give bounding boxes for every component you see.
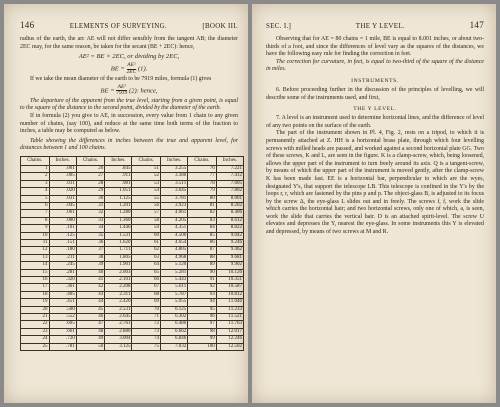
table-cell: 9.462 — [216, 247, 243, 254]
table-cell: .031 — [49, 195, 76, 202]
equation-tail: (2): hence, — [128, 87, 158, 95]
table-cell: 18 — [21, 291, 50, 298]
table-cell: 92 — [188, 284, 217, 291]
denominator: 7919 — [116, 90, 128, 97]
table-cell: .125 — [49, 232, 76, 239]
table-cell: 45 — [76, 306, 105, 313]
table-cell: 70 — [132, 306, 161, 313]
table-cell: 2.420 — [105, 299, 132, 306]
book-spread — [4, 4, 496, 403]
table-cell: 12.017 — [216, 328, 243, 335]
paragraph: If in formula (2) you give to AE, in succession, every value from 1 chain to any given number of chains, (say 100), and reduce at the same time both terms of the fraction to inches, a table may be computed as below. — [20, 112, 238, 135]
rule-paragraph: The departure of the apparent from the true level, starting from a given point, is equal to the square of the distance to the second point, divided by the diameter of the earth. — [20, 97, 238, 112]
section-heading: THE Y LEVEL. — [353, 106, 397, 113]
table-cell: 3.380 — [160, 173, 187, 180]
table-header-cell: Chains. — [76, 156, 105, 165]
table-cell: 10.351 — [216, 277, 243, 284]
table-cell: 85 — [188, 232, 217, 239]
table-cell: .005 — [49, 173, 76, 180]
equation: AE² = BE × 2EC, or dividing by 2EC, — [78, 53, 180, 61]
table-cell: 4.061 — [160, 210, 187, 217]
table-cell: 5.611 — [160, 284, 187, 291]
table-row — [21, 180, 244, 187]
table-cell: 6.846 — [160, 336, 187, 343]
table-header-cell: Inches. — [160, 156, 187, 165]
page-number: 147 — [469, 20, 484, 30]
table-cell: 15 — [21, 269, 50, 276]
right-page — [252, 4, 496, 403]
table-cell: .845 — [105, 165, 132, 172]
table-cell: 94 — [188, 299, 217, 306]
table-cell: 36 — [76, 240, 105, 247]
book-reference: [BOOK III. — [202, 22, 238, 30]
table-cell: 1.531 — [105, 232, 132, 239]
table-cell: 11.763 — [216, 321, 243, 328]
table-cell: 76 — [188, 165, 217, 172]
table-cell: .020 — [49, 188, 76, 195]
table-cell: 13 — [21, 254, 50, 261]
table-cell: 21 — [21, 314, 50, 321]
table-cell: 75 — [132, 343, 161, 350]
table-row — [21, 232, 244, 239]
table-cell: 3.923 — [160, 202, 187, 209]
table-cell: 2 — [21, 173, 50, 180]
table-row — [21, 269, 244, 276]
table-cell: 17 — [21, 284, 50, 291]
table-cell: 55 — [132, 195, 161, 202]
table-cell: 6 — [21, 202, 50, 209]
table-cell: 68 — [132, 291, 161, 298]
paragraph: Observing that for AE = 80 chains = 1 mile, BE is equal to 8.001 inches, or about two-thirds of a foot, and since the differences of level vary as the squares of the distances, we have the following easy rule for finding the correction in feet. — [266, 36, 484, 58]
table-cell: 69 — [132, 299, 161, 306]
table-cell: 44 — [76, 299, 105, 306]
table-cell: 22 — [21, 321, 50, 328]
table-cell: 46 — [76, 314, 105, 321]
table-cell: 7.605 — [216, 180, 243, 187]
table-cell: 65 — [132, 269, 161, 276]
table-cell: 47 — [76, 321, 105, 328]
left-page-header — [20, 20, 238, 30]
table-cell: 93 — [188, 291, 217, 298]
table-cell: 38 — [76, 254, 105, 261]
table-cell: 12.502 — [216, 343, 243, 350]
table-cell: .101 — [49, 225, 76, 232]
table-cell: .080 — [49, 217, 76, 224]
table-cell: .911 — [105, 173, 132, 180]
table-cell: .151 — [49, 240, 76, 247]
fraction — [116, 85, 127, 97]
table-row — [21, 291, 244, 298]
table-row — [21, 188, 244, 195]
table-caption: Table showing the differences in inches between the true and apparent level, for distances between 1 and 100 chains. — [20, 137, 238, 152]
table-cell: 9.042 — [216, 232, 243, 239]
running-title: ELEMENTS OF SURVEYING. — [69, 22, 167, 30]
table-cell: .245 — [49, 262, 76, 269]
table-cell: 57 — [132, 210, 161, 217]
table-cell: 98 — [188, 328, 217, 335]
table-cell: 1.901 — [105, 262, 132, 269]
table-cell: 5.955 — [160, 299, 187, 306]
table-cell: 81 — [188, 202, 217, 209]
table-cell: 59 — [132, 225, 161, 232]
table-cell: 2.101 — [105, 277, 132, 284]
numerator: AE² — [117, 83, 126, 90]
table-cell: 3.511 — [160, 180, 187, 187]
table-row — [21, 217, 244, 224]
table-cell: 5.787 — [160, 291, 187, 298]
table-row — [21, 284, 244, 291]
table-cell: 1.051 — [105, 188, 132, 195]
table-cell: 2.880 — [105, 328, 132, 335]
table-cell: .001 — [49, 165, 76, 172]
table-cell: 63 — [132, 254, 161, 261]
table-cell: 7.221 — [216, 165, 243, 172]
table-cell: 99 — [188, 336, 217, 343]
table-cell: 1.446 — [105, 225, 132, 232]
table-cell: 50 — [76, 343, 105, 350]
table-cell: 11 — [21, 240, 50, 247]
table-header-row — [21, 156, 244, 165]
table-cell: 48 — [76, 328, 105, 335]
equation-lhs: BE = — [110, 65, 125, 73]
table-cell: 8.406 — [216, 210, 243, 217]
table-cell: 9.902 — [216, 262, 243, 269]
fraction — [127, 63, 137, 75]
table-cell: 51 — [132, 165, 161, 172]
table-cell: 6.662 — [160, 328, 187, 335]
denominator: 2EC — [126, 68, 137, 75]
table-cell: 11.233 — [216, 306, 243, 313]
table-cell: 40 — [76, 269, 105, 276]
table-cell: 60 — [132, 232, 161, 239]
table-cell: 5.281 — [160, 269, 187, 276]
table-cell: 7.032 — [160, 343, 187, 350]
table-cell: 5.443 — [160, 277, 187, 284]
right-page-header — [266, 20, 484, 30]
table-cell: 5 — [21, 195, 50, 202]
table-cell: 1.125 — [105, 195, 132, 202]
table-cell: 84 — [188, 225, 217, 232]
table-cell: 3.004 — [105, 336, 132, 343]
table-cell: 67 — [132, 284, 161, 291]
table-row — [21, 165, 244, 172]
table-cell: 100 — [188, 343, 217, 350]
table-cell: 66 — [132, 277, 161, 284]
table-header-cell: Inches. — [216, 156, 243, 165]
table-cell: 2.531 — [105, 306, 132, 313]
table-header-cell: Inches. — [49, 156, 76, 165]
table-cell: 83 — [188, 217, 217, 224]
table-cell: 25 — [21, 343, 50, 350]
paragraph: radius of the earth, the arc AE will not differ sensibly from the tangent AB; the diameter 2EC may, for the same reason, be taken for the secant (BE + 2EC): hence, — [20, 36, 238, 50]
table-cell: 20 — [21, 306, 50, 313]
table-cell: 16 — [21, 277, 50, 284]
equation-formula-2 — [20, 85, 238, 97]
table-cell: 86 — [188, 240, 217, 247]
table-cell: 10 — [21, 232, 50, 239]
table-row — [21, 202, 244, 209]
table-cell: 30 — [76, 195, 105, 202]
table-cell: 73 — [132, 328, 161, 335]
table-cell: 12 — [21, 247, 50, 254]
table-cell: 58 — [132, 217, 161, 224]
table-cell: 2.645 — [105, 314, 132, 321]
table-cell: 8.612 — [216, 217, 243, 224]
table-cell: 1.620 — [105, 240, 132, 247]
rule-paragraph: The correction for curvature, in feet, is equal to two-third of the square of the distance in miles. — [266, 58, 484, 73]
table-cell: 64 — [132, 262, 161, 269]
table-cell: 9.681 — [216, 254, 243, 261]
table-cell: 29 — [76, 188, 105, 195]
table-cell: 14 — [21, 262, 50, 269]
table-header-cell: Chains. — [188, 156, 217, 165]
paragraph: 6. Before proceeding further in the discussion of the principles of levelling, we will describe some of the instruments used, and first, — [266, 86, 484, 101]
table-cell: .781 — [49, 343, 76, 350]
table-cell: 9.246 — [216, 240, 243, 247]
table-cell: 7.802 — [216, 188, 243, 195]
table-cell: 3.781 — [160, 195, 187, 202]
table-cell: 11.521 — [216, 314, 243, 321]
table-cell: .320 — [49, 277, 76, 284]
table-cell: 6.125 — [160, 306, 187, 313]
table-cell: .981 — [105, 180, 132, 187]
table-row — [21, 314, 244, 321]
table-cell: 3.255 — [160, 165, 187, 172]
table-cell: .661 — [49, 328, 76, 335]
table-cell: 7 — [21, 210, 50, 217]
table-row — [21, 343, 244, 350]
paragraph: 7. A level is an instrument used to determine horizontal lines, and the difference of level of any two points on the surface of the earth. — [266, 115, 484, 129]
table-cell: 1.805 — [105, 254, 132, 261]
table-cell: 28 — [76, 180, 105, 187]
table-cell: 8.822 — [216, 225, 243, 232]
table-cell: 33 — [76, 217, 105, 224]
table-cell: .605 — [49, 321, 76, 328]
running-title: THE Y LEVEL. — [355, 22, 405, 30]
table-cell: 39 — [76, 262, 105, 269]
table-cell: .045 — [49, 202, 76, 209]
table-cell: .211 — [49, 254, 76, 261]
table-row — [21, 247, 244, 254]
table-row — [21, 336, 244, 343]
table-cell: 35 — [76, 232, 105, 239]
table-header-cell: Chains. — [132, 156, 161, 165]
table-cell: 8.001 — [216, 195, 243, 202]
table-cell: 4.654 — [160, 240, 187, 247]
table-cell: .451 — [49, 299, 76, 306]
table-cell: 90 — [188, 269, 217, 276]
table-header-cell: Chains. — [21, 156, 50, 165]
table-cell: 6.302 — [160, 314, 187, 321]
table-cell: 9 — [21, 225, 50, 232]
table-cell: 24 — [21, 336, 50, 343]
table-cell: 34 — [76, 225, 105, 232]
table-cell: .281 — [49, 269, 76, 276]
table-cell: 78 — [188, 180, 217, 187]
table-cell: 52 — [132, 173, 161, 180]
table-cell: 88 — [188, 254, 217, 261]
table-row — [21, 240, 244, 247]
table-cell: .061 — [49, 210, 76, 217]
table-cell: .361 — [49, 284, 76, 291]
table-cell: 8 — [21, 217, 50, 224]
table-cell: 8.202 — [216, 202, 243, 209]
table-cell: 37 — [76, 247, 105, 254]
equation-tag: (1). — [137, 65, 148, 73]
table-cell: 49 — [76, 336, 105, 343]
section-reference: SEC. I.] — [266, 22, 292, 30]
table-cell: .500 — [49, 306, 76, 313]
table-cell: 41 — [76, 277, 105, 284]
table-cell: 26 — [76, 165, 105, 172]
table-cell: 4.968 — [160, 254, 187, 261]
table-cell: .720 — [49, 336, 76, 343]
table-cell: 32 — [76, 210, 105, 217]
table-cell: 54 — [132, 188, 161, 195]
table-cell: 89 — [188, 262, 217, 269]
table-cell: 43 — [76, 291, 105, 298]
table-cell: 82 — [188, 210, 217, 217]
table-cell: 62 — [132, 247, 161, 254]
table-cell: 53 — [132, 180, 161, 187]
section-heading: INSTRUMENTS. — [351, 77, 399, 84]
table-cell: 1.711 — [105, 247, 132, 254]
table-cell: 2.003 — [105, 269, 132, 276]
table-cell: 10.812 — [216, 291, 243, 298]
table-cell: .405 — [49, 291, 76, 298]
table-cell: 2.208 — [105, 284, 132, 291]
table-cell: 3.125 — [105, 343, 132, 350]
table-cell: 23 — [21, 328, 50, 335]
table-cell: 4.500 — [160, 232, 187, 239]
table-cell: 56 — [132, 202, 161, 209]
table-cell: .552 — [49, 314, 76, 321]
table-row — [21, 225, 244, 232]
table-cell: 12.246 — [216, 336, 243, 343]
table-cell: 4.805 — [160, 247, 187, 254]
table-cell: 79 — [188, 188, 217, 195]
table-row — [21, 321, 244, 328]
table-cell: 3.645 — [160, 188, 187, 195]
table-cell: 1.360 — [105, 217, 132, 224]
table-cell: 72 — [132, 321, 161, 328]
table-row — [21, 195, 244, 202]
table-cell: 87 — [188, 247, 217, 254]
table-cell: 80 — [188, 195, 217, 202]
table-row — [21, 210, 244, 217]
table-cell: 27 — [76, 173, 105, 180]
left-page — [4, 4, 248, 403]
table-row — [21, 254, 244, 261]
table-cell: 1.280 — [105, 210, 132, 217]
page-number: 146 — [20, 20, 35, 30]
table-cell: 96 — [188, 314, 217, 321]
table-cell: 1 — [21, 165, 50, 172]
table-cell: 71 — [132, 314, 161, 321]
table-cell: 91 — [188, 277, 217, 284]
table-cell: 61 — [132, 240, 161, 247]
table-cell: 1.201 — [105, 202, 132, 209]
table-cell: 2.761 — [105, 321, 132, 328]
table-cell: .180 — [49, 247, 76, 254]
table-row — [21, 277, 244, 284]
table-cell: 2.311 — [105, 291, 132, 298]
table-cell: 4.205 — [160, 217, 187, 224]
table-cell: 95 — [188, 306, 217, 313]
level-difference-table — [20, 156, 244, 351]
table-cell: 11.046 — [216, 299, 243, 306]
table-cell: 77 — [188, 173, 217, 180]
table-cell: 74 — [132, 336, 161, 343]
table-cell: .011 — [49, 180, 76, 187]
table-cell: 4.351 — [160, 225, 187, 232]
table-cell: 10.587 — [216, 284, 243, 291]
numerator: AE² — [127, 62, 136, 69]
table-row — [21, 173, 244, 180]
table-cell: 10.126 — [216, 269, 243, 276]
table-cell: 19 — [21, 299, 50, 306]
equation-formula-1 — [20, 63, 238, 75]
table-cell: 7.412 — [216, 173, 243, 180]
table-row — [21, 299, 244, 306]
table-row — [21, 306, 244, 313]
table-cell: 4 — [21, 188, 50, 195]
paragraph: The part of the instrument shown in Pl. 4, Fig. 2, rests on a tripod, to which it is permanently attached at Z. HH is a horizontal brass plate, through which four levelling screws with milled heads are passed, and worked against a second horizontal plate GG. Two of these screws, K and L, are seen in the figure. K is a clamp-screw, which, being loosened, allows the upper part of the instrument to turn freely around its axis. Q is a tangent-screw, by means of which the upper part of the instrument is moved gently, after the clamp-screw K has been made fast. EE is a horizontal bar, perpendicular to which are the wyes, designated Y's, that support the telescope LB. This telescope is confined in the Y's by the loops r, r, which are fastened by the pins p and p. The object-glass B, is adjusted to its focus by the screw Δ, the eye-glass L slides out and in freely. The screws f, f, work the slide which carries the horizontal hair; and two horizontal screws, only one of which, a, is seen, work the slide that carries the vertical hair. D is an attached spirit-level. The screw U elevates and depresses the Y, nearest the eye-glass. In some instruments this Y is elevated and depressed, by means of two screws at M and R. — [266, 130, 484, 236]
table-cell: 3 — [21, 180, 50, 187]
table-cell: 5.120 — [160, 262, 187, 269]
table-cell: 42 — [76, 284, 105, 291]
table-header-cell: Inches. — [105, 156, 132, 165]
table-row — [21, 328, 244, 335]
equation-lhs: BE = — [100, 87, 115, 95]
table-row — [21, 262, 244, 269]
table-cell: 97 — [188, 321, 217, 328]
paragraph: If we take the mean diameter of the earth to be 7919 miles, formula (1) gives — [30, 76, 212, 83]
table-cell: 31 — [76, 202, 105, 209]
table-cell: 6.480 — [160, 321, 187, 328]
